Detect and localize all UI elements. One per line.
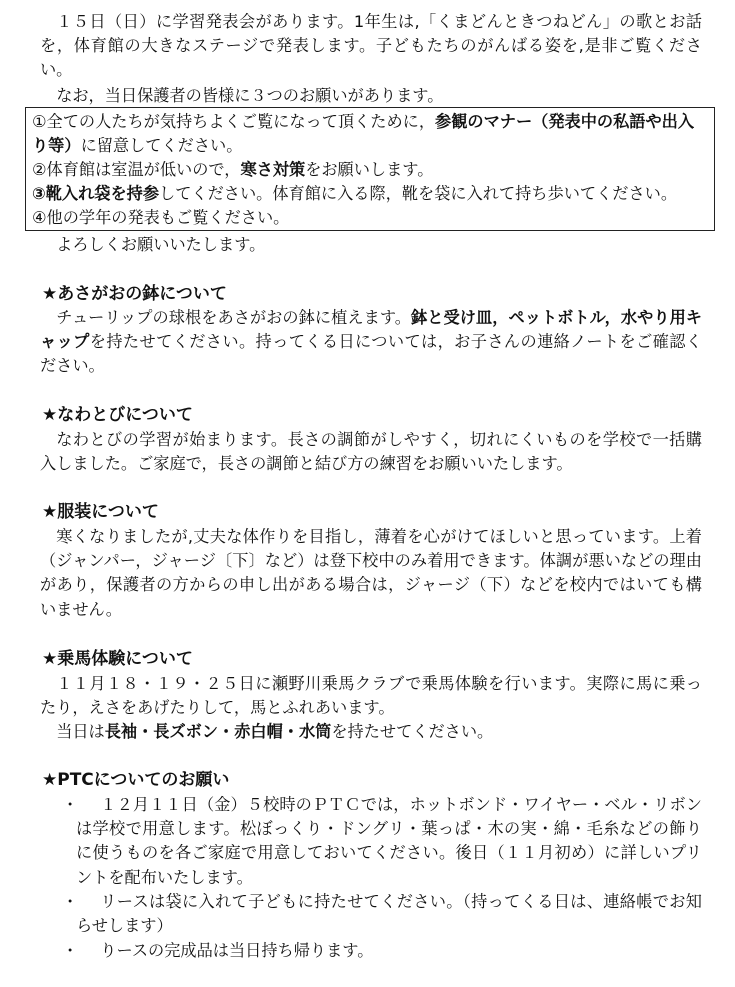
section-heading-jouba: ★乗馬体験について <box>42 649 193 669</box>
ptc-list-item <box>62 939 702 963</box>
ptc-item-text: リースは袋に入れて子どもに持たせてください。（持ってくる日は、連絡帳でお知らせします） <box>76 892 702 936</box>
intro-paragraph: １５日（日）に学習発表会があります。1年生は,「くまどんときつねどん」の歌とお話を，体育館の大きなステージで発表します。子どもたちのがんばる姿を,是非ご覧ください。 <box>40 12 702 80</box>
section-heading-asagao: ★あさがおの鉢について <box>42 284 227 304</box>
request-item-1: ①全ての人たちが気持ちよくご覧になって頂くために，参観のマナー（発表中の私語や出入り等）に留意してください。 <box>32 112 695 156</box>
ptc-list-item <box>62 890 702 938</box>
nawatobi-body: なわとびの学習が始まります。長さの調節がしやすく，切れにくいものを学校で一括購入しました。ご家庭で，長さの調節と結び方の練習をお願いいたします。 <box>40 430 702 474</box>
intro-request-lead: なお，当日保護者の皆様に３つのお願いがあります。 <box>56 86 444 105</box>
closing-text: よろしくお願いいたします。 <box>56 235 266 254</box>
jouba-items: 当日は長袖・長ズボン・赤白帽・水筒を持たせてください。 <box>56 722 494 741</box>
ptc-item-text: １２月１１日（金）５校時のＰＴＣでは，ホットボンド・ワイヤー・ベル・リボンは学校で用意します。松ぼっくり・ドングリ・葉っぱ・木の実・綿・毛糸などの飾りに使うものを各ご家庭で用意しておいてください。後日（１１月初め）に詳しいプリントを配布いたします。 <box>76 795 702 887</box>
ptc-item-text: りースの完成品は当日持ち帰ります。 <box>100 941 374 960</box>
request-item-4: ④他の学年の発表もご覧ください。 <box>32 208 290 227</box>
fukusou-body: 寒くなりましたが,丈夫な体作りを目指し，薄着を心がけてほしいと思っています。上着（ジャンパー，ジャージ〔下〕など）は登下校中のみ着用できます。体調が悪いなどの理由があり，保護者の方からの申し出がある場合は，ジャージ（下）などを校内ではいても構いません。 <box>40 527 702 619</box>
section-heading-nawatobi: ★なわとびについて <box>42 405 193 425</box>
bullet-dot: ・ <box>62 892 79 911</box>
ptc-list-item <box>62 793 702 890</box>
section-heading-fukusou: ★服装について <box>42 502 159 522</box>
jouba-body: １１月１８・１９・２５日に瀬野川乗馬クラブで乗馬体験を行います。実際に馬に乗ったり，えさをあげたりして，馬とふれあいます。 <box>40 674 702 718</box>
section-heading-ptc: ★PTCについてのお願い <box>42 770 230 790</box>
bullet-dot: ・ <box>62 795 79 814</box>
asagao-body: チューリップの球根をあさがおの鉢に植えます。鉢と受け皿，ペットボトル，水やり用キャップを持たせてください。持ってくる日については，お子さんの連絡ノートをご確認ください。 <box>40 308 703 376</box>
request-item-3: ③靴入れ袋を持参してください。体育館に入る際，靴を袋に入れて持ち歩いてください。 <box>32 184 678 203</box>
bullet-dot: ・ <box>62 941 79 960</box>
request-item-2: ②体育館は室温が低いので，寒さ対策をお願いします。 <box>32 160 434 179</box>
requests-box <box>25 107 715 231</box>
